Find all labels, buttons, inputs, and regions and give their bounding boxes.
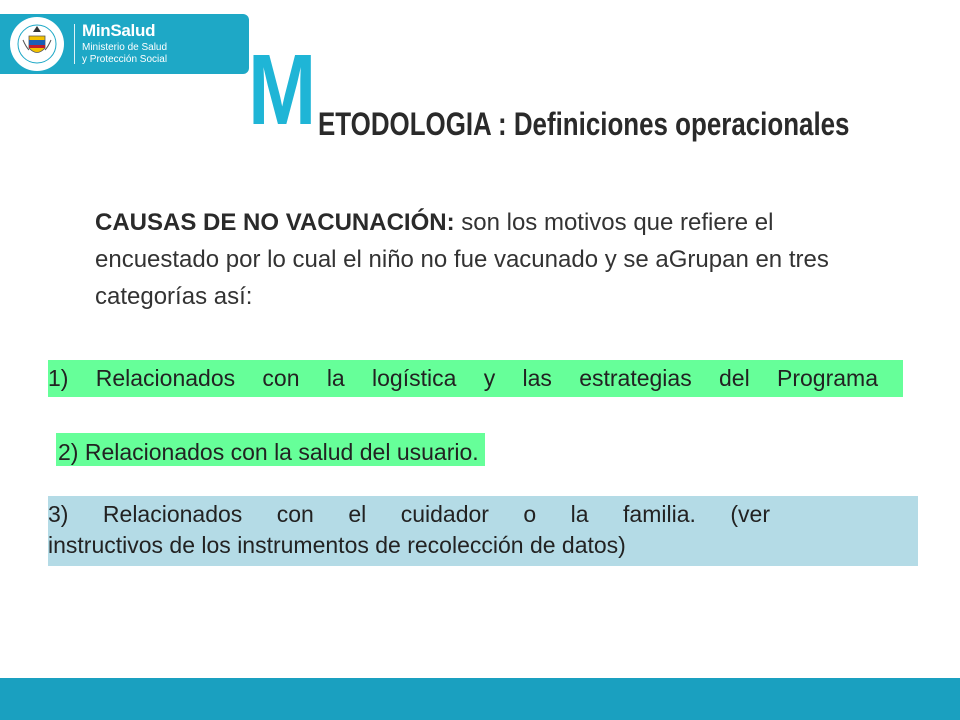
intro-definition: son los motivos que refiere el encuestado por lo cual el niño no fue vacunado y se aGrupan en tres categorías así:: [95, 209, 829, 310]
category-3-box: [48, 496, 918, 566]
intro-term: CAUSAS DE NO VACUNACIÓN:: [95, 209, 455, 236]
category-3-word: el: [348, 501, 367, 527]
logo-divider: [74, 24, 75, 64]
category-3-word: 3): [48, 501, 69, 527]
category-1-word: del: [719, 365, 750, 391]
category-1-box: [48, 360, 903, 397]
category-1-word: 1): [48, 365, 69, 391]
minsalud-logo: [0, 14, 249, 74]
category-1-word: Relacionados: [95, 365, 236, 391]
category-3-word: (ver: [730, 501, 770, 527]
category-1-word: las: [522, 365, 552, 391]
category-1-word: con: [262, 365, 300, 391]
category-3-word: Relacionados: [102, 501, 243, 527]
logo-subtitle-line2: y Protección Social: [82, 54, 168, 65]
category-1-word: logística: [372, 365, 457, 391]
category-1-word: estrategias: [579, 365, 692, 391]
category-3-word: la: [570, 501, 589, 527]
category-3-word: familia.: [623, 501, 696, 527]
intro-paragraph: [95, 204, 870, 315]
category-3-line1: [48, 498, 770, 530]
category-2-box: 2) Relacionados con la salud del usuario.: [56, 433, 485, 466]
category-3-word: con: [276, 501, 314, 527]
logo-brand: MinSalud: [82, 21, 156, 40]
category-1-word: Programa: [777, 365, 878, 391]
category-3-word: o: [523, 501, 537, 527]
slide-title: ETODOLOGIA : Definiciones operacionales: [318, 106, 850, 142]
category-3-line2: instructivos de los instrumentos de recolección de datos): [48, 532, 626, 558]
category-1-word: la: [326, 365, 345, 391]
category-1-text: [48, 360, 878, 397]
footer-bar: [0, 678, 960, 720]
category-1-word: y: [483, 365, 496, 391]
logo-subtitle-line1: Ministerio de Salud: [82, 42, 168, 53]
category-3-word: cuidador: [400, 501, 489, 527]
colombia-seal-icon: [9, 16, 65, 72]
title-initial: M: [248, 34, 317, 146]
